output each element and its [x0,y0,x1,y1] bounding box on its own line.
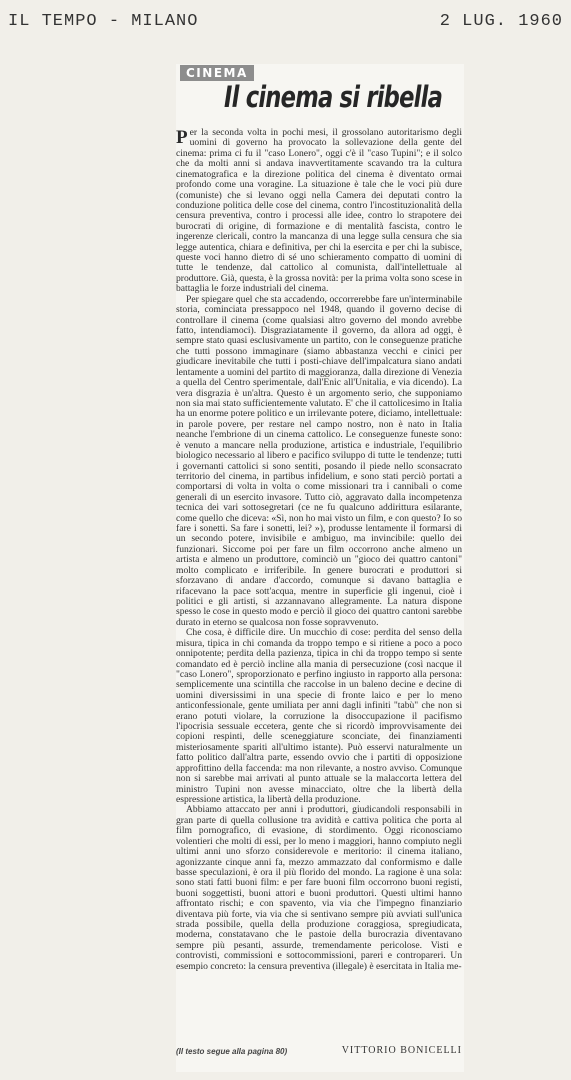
section-label: CINEMA [180,65,254,81]
clipping-header [8,12,563,36]
newspaper-stamp: IL TEMPO - MILANO [8,12,199,31]
article-paragraph [176,128,462,295]
drop-cap: P [176,128,188,148]
date-stamp: 2 LUG. 1960 [439,12,563,31]
article-body [176,128,462,1038]
article-paragraph: Che cosa, è difficile dire. Un mucchio di cose: perdita del senso della misura, tipica in chi comanda da troppo tempo e si ritiene a poco a poco onnipotente; perdita della pazienza, tipica in chi da troppo tempo si sente comandato ed è perciò incline alla mania di persecuzione (così nacque il "caso Lonero", sproporzionato e perfino ingiusto in rapporto alla persona: semplicemente una scintilla che raccolse in un baleno decine e decine di uomini diversissimi in una specie di fronte laico e per lo meno anticonfessionale, gente umiliata per anni dagli infiniti "tabù" che non si erano potuti violare, la corruzione la disoccupazione il pacifismo l'ipocrisia sessuale eccetera, gente che si ricordò improvvisamente dei copioni respinti, delle sceneggiature sconciate, dei finanziamenti misteriosamente spariti all'ultimo istante). Può esservi naturalmente un fatto politico dall'altra parte, essendo ovvio che i partiti di opposizione approfittino della faccenda: ma non rilevante, a nostro avviso. Comunque non si sarebbe mai arrivati al punto attuale se la malaccorta lettera del ministro Tupini non avesse minacciato, oltre che la libertà della espressione artistica, la libertà della produzione. [176,627,462,805]
article-paragraph: Abbiamo attaccato per anni i produttori, giudicandoli responsabili in gran parte di quella collusione tra avidità e cattiva politica che porta al film pornografico, di evasione, di stordimento. Oggi riconosciamo volentieri che molti di essi, per lo meno i maggiori, hanno compiuto negli ultimi anni uno sforzo considerevole e meritorio: il cinema italiano, agonizzante cinque anni fa, mezzo ammazzato dal conformismo e dalle basse speculazioni, è ora il più florido del mondo. La ragione è una sola: sono stati fatti buoni film: e per fare buoni film occorrono buoni registi, buoni soggettisti, buoni attori e buoni produttori. Questi ultimi hanno affrontato rischi; e con spavento, via via che l'impegno finanziario diventava più forte, via via che si sentivano sempre più avviati sull'unica strada possibile, quella della produzione coraggiosa, spregiudicata, moderna, constatavano che le pastoie della burocrazia diventavano sempre più pesanti, assurde, tremendamente pericolose. Visti e controvisti, commissioni e sottocommissioni, pareri e contropareri. Un esempio concreto: la censura preventiva (illegale) è esercitata in Italia me- [176,804,462,972]
article-paragraph: Per spiegare quel che sta accadendo, occorrerebbe fare un'interminabile storia, cominciata pressappoco nel 1948, quando il governo decise di controllare il cinema (come qualsiasi altro governo del mondo avrebbe fatto, intendiamoci). Disgraziatamente il governo, da allora ad oggi, è sempre stato quasi esclusivamente un partito, con le conseguenze pratiche che tutti possono immaginare (siamo abbastanza vecchi e cinici per giudicare inevitabile che tutti i posti-chiave dell'impalcatura siano andati lentamente a uomini del partito di maggioranza, dalla direzione di Venezia a quella del Centro sperimentale, dall'Enic all'Unitalia, e via dicendo). La vera disgrazia è un'altra. Questo è un argomento serio, che supponiamo non sia mai stato sufficientemente valutato. E' che il cattolicesimo in Italia ha un enorme potere politico e un irrilevante potere, diciamo, intellettuale: in parole povere, per restare nel campo nostro, non è nato in Italia neanche l'embrione di un cinema cattolico. Le conseguenze funeste sono: è venuto a mancare nella produzione, artistica e industriale, l'equilibrio biologico necessario al libero e pacifico sviluppo di tutte le tendenze; tutti i governanti cattolici si sono sentiti, posando il piede nello sconsacrato territorio del cinema, in partibus infidelium, e sono stati perciò portati a comportarsi di volta in volta o come missionari tra i cannibali o come generali di un esercito invasore. Tutto ciò, aggravato dalla incompetenza tecnica dei vari sottosegretari (ce ne fu qualcuno addirittura esilarante, come quello che diceva: «Sì, non ho mai visto un film, e con questo? Io so fare i sonetti. Sa fare i sonetti, lei? »), produsse lentamente il formarsi di un secondo potere, invisibile e ambiguo, ma invincibile: quello dei funzionari. Siccome poi per fare un film occorrono anche almeno un artista e almeno un produttore, cominciò un "gioco dei quattro cantoni" molto complicato e irriferibile. In genere burocrati e produttori si sforzavano di andare d'accordo, comunque si davano battaglia e rifacevano la pace sott'acqua, mentre in superficie gli ingenui, cioè i politici e gli artisti, si azzannavano allegramente. La natura dispone spesso le cose in questo modo e perciò il gioco dei quattro cantoni sarebbe durato in eterno se qualcosa non fosse sopravvenuto. [176,293,462,628]
continuation-note: (Il testo segue alla pagina 80) [176,1047,288,1056]
author-byline: VITTORIO BONICELLI [341,1045,462,1056]
paragraph-text: er la seconda volta in pochi mesi, il grossolano autoritarismo degli uomini di governo ha provocato la sollevazione della gente del cinema: prima ci fu il "caso Lonero", oggi c'è il "caso Tupini"; e il solco che da molti anni si andava inavvertitamente scavando tra la cultura cinematografica e la direzione politica del cinema è diventato ormai profondo come una voragine. La situazione è tale che le voci più dure (comuniste) che si levano oggi nella Camera dei deputati contro la conduzione politica delle cose del cinema, contro l'incostituzionalità della censura preventiva, contro i processi alle idee, contro lo strapotere dei burocrati di origine, di formazione e di mentalità fascista, contro le ingerenze clericali, contro la mancanza di una legge sulla censura che sia legge autentica, chiara e definitiva, per chi la esercita e per chi la subisce, queste voci hanno dietro di sé uno schieramento compatto di uomini di tutte le tendenze, dal cattolico al comunista, dall'intellettuale al produttore. Già, questa, è la grossa novità: per la prima volta sono scese in battaglia le forze industriali del cinema. [176,128,462,295]
newspaper-clipping [176,64,464,1072]
article-headline: Il cinema si ribella [224,80,443,114]
